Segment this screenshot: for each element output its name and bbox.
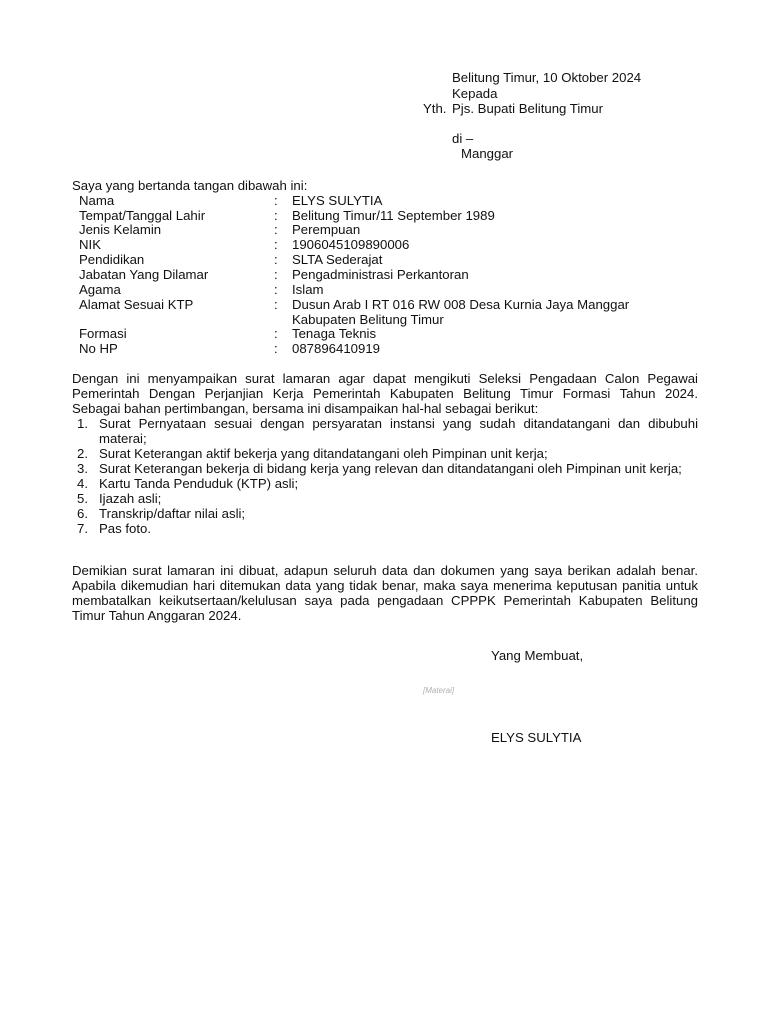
signer-name: ELYS SULYTIA (491, 730, 582, 745)
list-number: 1. (77, 416, 88, 431)
kepada-label: Kepada (452, 86, 498, 101)
list-item (72, 491, 698, 506)
list-number: 4. (77, 476, 88, 491)
list-item-text: Kartu Tanda Penduduk (KTP) asli; (99, 476, 299, 491)
field-label-pendidikan: Pendidikan (79, 252, 145, 267)
field-value-pendidikan: SLTA Sederajat (292, 252, 383, 267)
field-colon: : (274, 341, 278, 356)
list-number: 7. (77, 521, 88, 536)
paragraph-1-line-3: Sebagai bahan pertimbangan, bersama ini disampaikan hal-hal sebagai berikut: (72, 401, 539, 416)
field-label-no-hp: No HP (79, 341, 118, 356)
signature-lead: Yang Membuat, (491, 648, 584, 663)
field-colon: : (274, 193, 278, 208)
list-item-text: Surat Keterangan aktif bekerja yang ditandatangani oleh Pimpinan unit kerja; (99, 446, 548, 461)
field-colon: : (274, 252, 278, 267)
field-label-jenis-kelamin: Jenis Kelamin (79, 222, 162, 237)
intro-line: Saya yang bertanda tangan dibawah ini: (72, 178, 308, 193)
materai-placeholder: [Materai] (423, 686, 455, 695)
field-value-alamat-line2: Kabupaten Belitung Timur (292, 312, 444, 327)
paragraph-1-line-2: Pemerintah Dengan Perjanjian Kerja Pemerintah Kabupaten Belitung Timur Formasi Tahun 2024. (72, 386, 698, 401)
field-value-no-hp: 087896410919 (292, 341, 381, 356)
list-item (72, 476, 698, 491)
list-number: 3. (77, 461, 88, 476)
list-number: 2. (77, 446, 88, 461)
letter-date: Belitung Timur, 10 Oktober 2024 (452, 70, 642, 85)
closing-paragraph: Demikian surat lamaran ini dibuat, adapun seluruh data dan dokumen yang saya berikan adalah benar. Apabila dikemudian hari ditemukan data yang tidak benar, maka saya menerima keputusan panitia untuk membatalkan keikutsertaan/kelulusan saya pada pengadaan CPPPK Pemerintah Kabupaten Belitung Timur Tahun Anggaran 2024. (72, 563, 698, 623)
field-colon: : (274, 267, 278, 282)
field-value-alamat: Dusun Arab I RT 016 RW 008 Desa Kurnia Jaya Manggar (292, 297, 630, 312)
list-item-text: Surat Pernyataan sesuai dengan persyaratan instansi yang sudah ditandatangani dan dibubuhi materai; (99, 416, 698, 446)
field-value-ttl: Belitung Timur/11 September 1989 (292, 208, 495, 223)
field-label-alamat: Alamat Sesuai KTP (79, 297, 194, 312)
list-item (72, 461, 698, 476)
field-colon: : (274, 237, 278, 252)
list-item-text: Transkrip/daftar nilai asli; (99, 506, 246, 521)
di-label: di – (452, 131, 474, 146)
list-item (72, 506, 698, 521)
paragraph-1-line-1: Dengan ini menyampaikan surat lamaran agar dapat mengikuti Seleksi Pengadaan Calon Pegawai (72, 371, 698, 386)
field-label-formasi: Formasi (79, 326, 127, 341)
field-colon: : (274, 326, 278, 341)
field-value-jabatan: Pengadministrasi Perkantoran (292, 267, 469, 282)
field-label-nama: Nama (79, 193, 115, 208)
recipient: Pjs. Bupati Belitung Timur (452, 101, 603, 116)
field-value-nama: ELYS SULYTIA (292, 193, 383, 208)
field-label-agama: Agama (79, 282, 121, 297)
field-value-formasi: Tenaga Teknis (292, 326, 377, 341)
field-colon: : (274, 282, 278, 297)
list-item (72, 446, 698, 461)
list-item (72, 416, 698, 446)
field-colon: : (274, 222, 278, 237)
list-item-text: Surat Keterangan bekerja di bidang kerja yang relevan dan ditandatangani oleh Pimpinan unit kerja; (99, 461, 682, 476)
field-label-jabatan: Jabatan Yang Dilamar (79, 267, 209, 282)
list-item-text: Pas foto. (99, 521, 152, 536)
list-number: 6. (77, 506, 88, 521)
list-item-text: Ijazah asli; (99, 491, 162, 506)
list-item (72, 521, 698, 536)
field-value-agama: Islam (292, 282, 324, 297)
attachment-list (72, 416, 698, 536)
field-colon: : (274, 297, 278, 312)
field-colon: : (274, 208, 278, 223)
list-number: 5. (77, 491, 88, 506)
yth-label: Yth. (423, 101, 447, 116)
field-label-nik: NIK (79, 237, 101, 252)
field-value-nik: 1906045109890006 (292, 237, 410, 252)
field-value-jenis-kelamin: Perempuan (292, 222, 361, 237)
recipient-place: Manggar (461, 146, 514, 161)
field-label-ttl: Tempat/Tanggal Lahir (79, 208, 206, 223)
